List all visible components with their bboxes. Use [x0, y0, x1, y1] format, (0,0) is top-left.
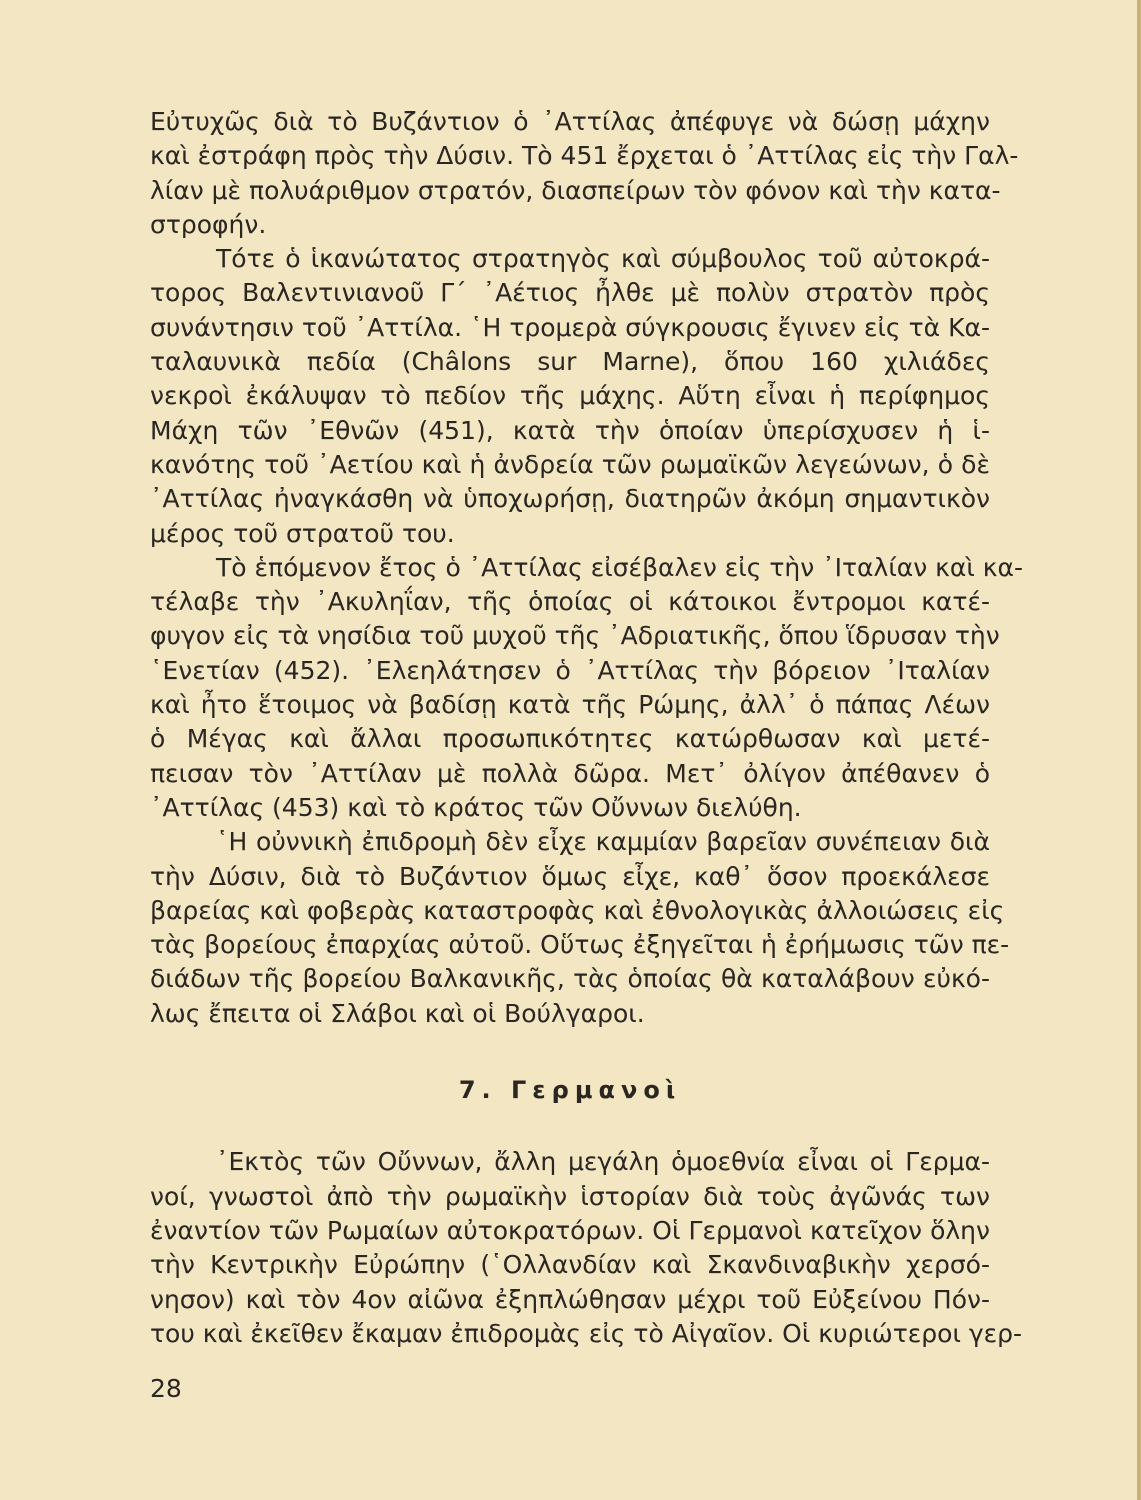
- text-line: τὰς βορείους ἐπαρχίας αὐτοῦ. Οὕτως ἐξηγεῖται ἡ ἐρήμωσις τῶν πε-: [150, 930, 1010, 960]
- text-line: τὴν Δύσιν, διὰ τὸ Βυζάντιον ὅμως εἶχε, καθ᾿ ὅσον προεκάλεσε: [150, 861, 990, 891]
- paragraph: [150, 825, 1010, 1031]
- text-line: βαρείας καὶ φοβερὰς καταστροφὰς καὶ ἐθνολογικὰς ἀλλοιώσεις εἰς: [150, 895, 1005, 925]
- text-line: τὴν Κεντρικὴν Εὐρώπην (῾Ολλανδίαν καὶ Σκανδιναβικὴν χερσό-: [150, 1250, 990, 1280]
- text-line: λως ἔπειτα οἱ Σλάβοι καὶ οἱ Βούλγαροι.: [150, 998, 645, 1028]
- text-line: ῾Η οὐννικὴ ἐπιδρομὴ δὲν εἶχε καμμίαν βαρεῖαν συνέπειαν διὰ: [216, 827, 990, 857]
- paragraph: [150, 1145, 1023, 1351]
- text-line: μέρος τοῦ στρατοῦ του.: [150, 518, 455, 548]
- text-line: διάδων τῆς βορείου Βαλκανικῆς, τὰς ὁποίας θὰ καταλάβουν εὐκό-: [150, 964, 990, 994]
- text-line: τορος Βαλεντινιανοῦ Γ΄ ᾿Αέτιος ἦλθε μὲ πολὺν στρατὸν πρὸς: [150, 278, 990, 308]
- paragraph: [150, 551, 1024, 825]
- page-edge: [1137, 0, 1141, 1500]
- text-line: στροφήν.: [150, 209, 267, 239]
- text-line: νησον) καὶ τὸν 4ον αἰῶνα ἐξηπλώθησαν μέχρι τοῦ Εὐξείνου Πόν-: [150, 1284, 990, 1314]
- text-line: ῾Ενετίαν (452). ᾿Ελεηλάτησεν ὁ ᾿Αττίλας τὴν βόρειον ᾿Ιταλίαν: [150, 655, 990, 685]
- paragraph: [150, 242, 990, 551]
- text-line: ᾿Αττίλας ἠναγκάσθη νὰ ὑποχωρήσῃ, διατηρῶν ἀκόμη σημαντικὸν: [150, 484, 990, 514]
- text-line: τέλαβε τὴν ᾿Ακυληΐαν, τῆς ὁποίας οἱ κάτοικοι ἔντρομοι κατέ-: [150, 587, 990, 617]
- text-line: συνάντησιν τοῦ ᾿Αττίλα. ῾Η τρομερὰ σύγκρουσις ἔγινεν εἰς τὰ Κα-: [150, 312, 990, 342]
- text-line: Εὐτυχῶς διὰ τὸ Βυζάντιον ὁ ᾿Αττίλας ἀπέφυγε νὰ δώσῃ μάχην: [150, 107, 990, 136]
- text-line: κανότης τοῦ ᾿Αετίου καὶ ἡ ἀνδρεία τῶν ρωμαϊκῶν λεγεώνων, ὁ δὲ: [150, 449, 990, 479]
- text-line: ᾿Εκτὸς τῶν Οὔννων, ἄλλη μεγάλη ὁμοεθνία εἶναι οἱ Γερμα-: [216, 1147, 990, 1177]
- text-line: Μάχη τῶν ᾿Εθνῶν (451), κατὰ τὴν ὁποίαν ὑπερίσχυσεν ἡ ἱ-: [150, 415, 990, 445]
- text-line: ὁ Μέγας καὶ ἄλλαι προσωπικότητες κατώρθωσαν καὶ μετέ-: [150, 724, 990, 754]
- body-text: [150, 105, 1024, 1351]
- text-line: Τότε ὁ ἱκανώτατος στρατηγὸς καὶ σύμβουλος τοῦ αὐτοκρά-: [216, 244, 990, 274]
- text-line: Τὸ ἑπόμενον ἔτος ὁ ᾿Αττίλας εἰσέβαλεν εἰς τὴν ᾿Ιταλίαν καὶ κα-: [216, 552, 1024, 582]
- text-line: λίαν μὲ πολυάριθμον στρατόν, διασπείρων τὸν φόνον καὶ τὴν κατα-: [150, 175, 1001, 205]
- section-heading: 7. Γερμανοὶ: [458, 1076, 682, 1105]
- text-line: ταλαυνικὰ πεδία (Châlons sur Marne), ὅπου 160 χιλιάδες: [150, 347, 990, 377]
- text-line: καὶ ἐστράφη πρὸς τὴν Δύσιν. Τὸ 451 ἔρχεται ὁ ᾿Αττίλας εἰς τὴν Γαλ-: [150, 141, 1019, 171]
- paragraph: [150, 105, 1019, 242]
- text-line: ᾿Αττίλας (453) καὶ τὸ κράτος τῶν Οὔννων διελύθη.: [150, 792, 802, 822]
- text-line: νοί, γνωστοὶ ἀπὸ τὴν ρωμαϊκὴν ἱστορίαν διὰ τοὺς ἀγῶνάς των: [150, 1181, 990, 1211]
- text-line: νεκροὶ ἐκάλυψαν τὸ πεδίον τῆς μάχης. Αὕτη εἶναι ἡ περίφημος: [150, 381, 990, 411]
- text-line: καὶ ἦτο ἕτοιμος νὰ βαδίσῃ κατὰ τῆς Ρώμης, ἀλλ᾿ ὁ πάπας Λέων: [150, 690, 990, 720]
- page-number: 28: [150, 1374, 182, 1403]
- text-line: φυγον εἰς τὰ νησίδια τοῦ μυχοῦ τῆς ᾿Αδριατικῆς, ὅπου ἵδρυσαν τὴν: [150, 621, 1000, 651]
- text-line: του καὶ ἐκεῖθεν ἔκαμαν ἐπιδρομὰς εἰς τὸ Αἰγαῖον. Οἱ κυριώτεροι γερ-: [150, 1318, 1023, 1348]
- text-line: πεισαν τὸν ᾿Αττίλαν μὲ πολλὰ δῶρα. Μετ᾿ ὀλίγον ἀπέθανεν ὁ: [150, 758, 990, 788]
- text-line: ἐναντίον τῶν Ρωμαίων αὐτοκρατόρων. Οἱ Γερμανοὶ κατεῖχον ὅλην: [150, 1215, 990, 1245]
